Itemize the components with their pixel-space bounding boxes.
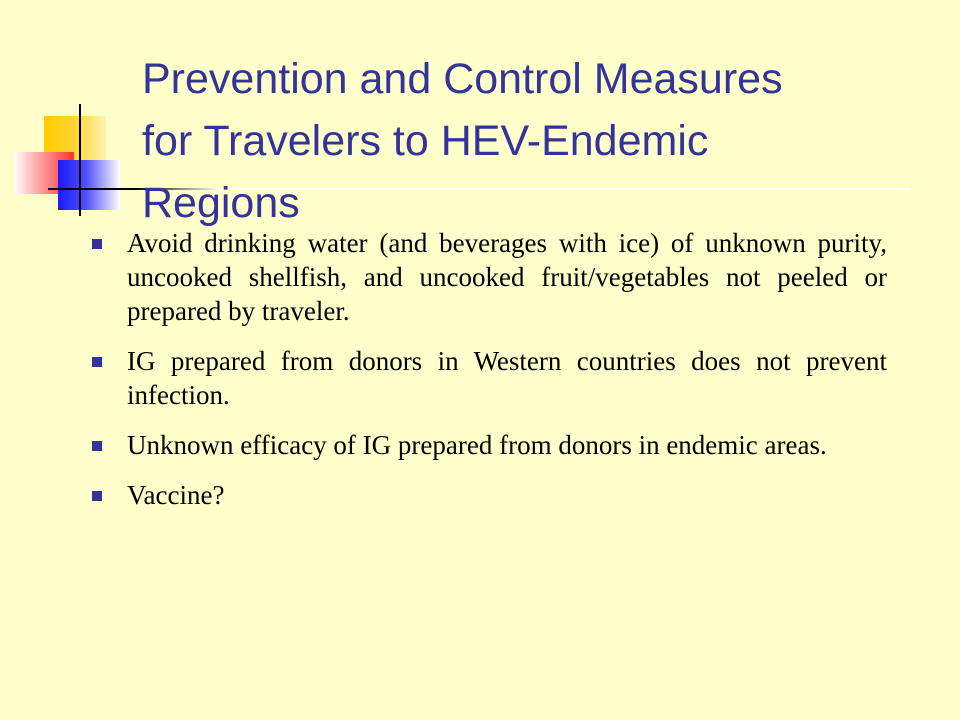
decorative-squares-logo [0,0,160,230]
bullet-text: IG prepared from donors in Western countries does not prevent infection. [127,346,887,410]
title-line-1: Prevention and Control Measures [142,55,783,103]
bullet-item [90,478,887,512]
bullet-list [90,226,887,528]
bullet-item [90,344,887,412]
title-line-2: for Travelers to HEV-Endemic [142,117,709,165]
blue-square-shape [58,160,120,210]
bullet-text: Avoid drinking water (and beverages with ice) of unknown purity, uncooked shellfish, and uncooked fruit/vegetables not peeled or prepared by traveler. [127,228,887,326]
bullet-text: Unknown efficacy of IG prepared from donors in endemic areas. [127,430,827,460]
square-bullet-icon [92,491,102,501]
vertical-rule [79,104,81,216]
square-bullet-icon [92,441,102,451]
square-bullet-icon [92,239,102,249]
square-bullet-icon [92,357,102,367]
slide-title [142,48,942,234]
bullet-item [90,428,887,462]
bullet-text: Vaccine? [127,480,225,510]
title-line-3: Regions [142,179,300,227]
bullet-item [90,226,887,328]
